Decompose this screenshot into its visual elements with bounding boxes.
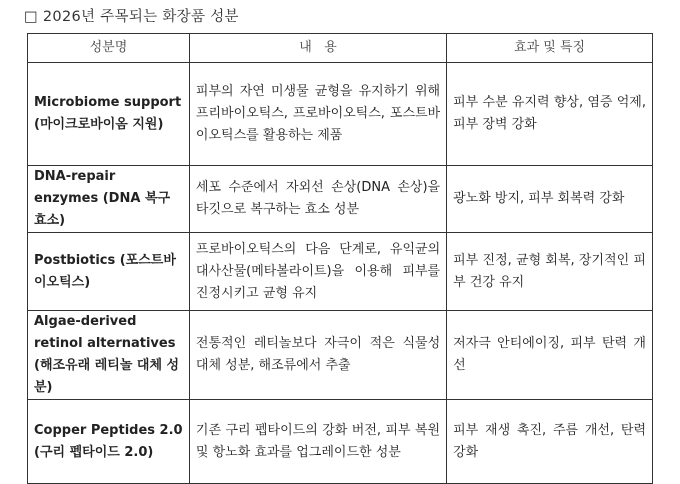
ingredients-table — [27, 33, 653, 484]
ingredient-content: 피부의 자연 미생물 균형을 유지하기 위해 프리바이오틱스, 프로바이오틱스, 포스트바이오틱스를 활용하는 제품 — [189, 63, 446, 166]
ingredient-content: 기존 구리 펩타이드의 강화 버전, 피부 복원 및 항노화 효과를 업그레이드한 성분 — [189, 400, 446, 484]
ingredient-effect: 저자극 안티에이징, 피부 탄력 개선 — [447, 311, 653, 400]
table-row — [28, 63, 653, 166]
ingredient-effect: 피부 수분 유지력 향상, 염증 억제, 피부 장벽 강화 — [447, 63, 653, 166]
header-effect: 효과 및 특징 — [447, 34, 653, 63]
ingredient-name: Algae-derived retinol alternatives (해조유래 레티놀 대체 성분) — [28, 311, 190, 400]
table-row — [28, 400, 653, 484]
ingredient-content: 전통적인 레티놀보다 자극이 적은 식물성 대체 성분, 해조류에서 추출 — [189, 311, 446, 400]
ingredient-content: 프로바이오틱스의 다음 단계로, 유익균의 대사산물(메타볼라이트)을 이용해 피부를 진정시키고 균형 유지 — [189, 233, 446, 311]
document-title: □ 2026년 주목되는 화장품 성분 — [24, 9, 239, 25]
ingredient-name: Copper Peptides 2.0 (구리 펩타이드 2.0) — [28, 400, 190, 484]
header-content: 내 용 — [189, 34, 446, 63]
ingredient-content: 세포 수준에서 자외선 손상(DNA 손상)을 타깃으로 복구하는 효소 성분 — [189, 166, 446, 233]
ingredient-effect: 피부 재생 촉진, 주름 개선, 탄력 강화 — [447, 400, 653, 484]
header-ingredient-name: 성분명 — [28, 34, 190, 63]
ingredient-name: DNA-repair enzymes (DNA 복구 효소) — [28, 166, 190, 233]
ingredient-effect: 광노화 방지, 피부 회복력 강화 — [447, 166, 653, 233]
ingredient-effect: 피부 진정, 균형 회복, 장기적인 피부 건강 유지 — [447, 233, 653, 311]
ingredient-name: Postbiotics (포스트바이오틱스) — [28, 233, 190, 311]
table-row — [28, 311, 653, 400]
table-row — [28, 166, 653, 233]
ingredient-name: Microbiome support (마이크로바이옴 지원) — [28, 63, 190, 166]
table-header-row — [28, 34, 653, 63]
table-row — [28, 233, 653, 311]
